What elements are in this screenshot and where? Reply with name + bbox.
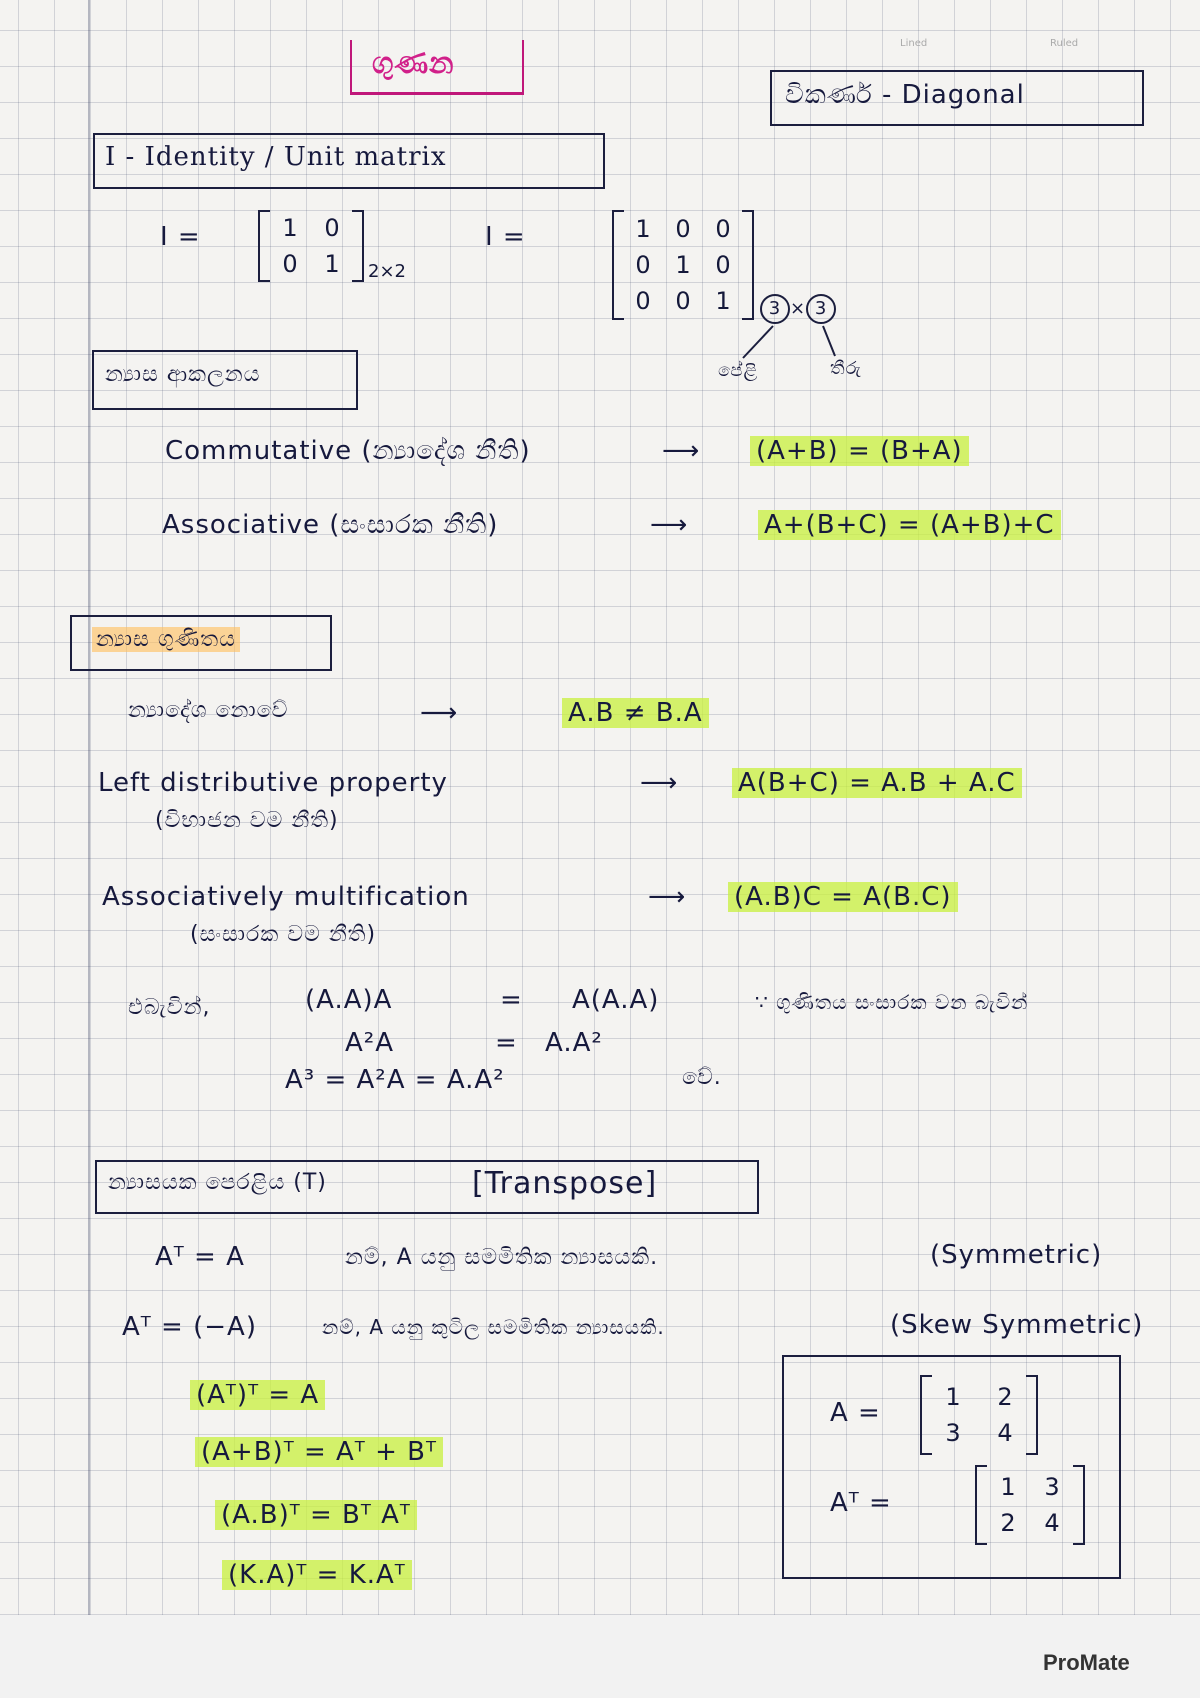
example-1-right: A(A.A) <box>572 985 660 1015</box>
rows-label: පේළි <box>718 360 759 381</box>
matrix-cell: 0 <box>282 250 298 278</box>
example-3: A³ = A²A = A.A² <box>285 1065 505 1095</box>
matrix-cell: 3 <box>945 1419 961 1447</box>
commutative-label: Commutative (න්‍යාදේශ නීති) <box>165 436 531 466</box>
skew-en: (Skew Symmetric) <box>890 1310 1144 1340</box>
matrix-cell: 1 <box>715 287 731 315</box>
matrix-bracket-right <box>742 210 754 320</box>
matrix-cell: 1 <box>324 250 340 278</box>
associative-mult-sub: (සංසාරක වම නීති) <box>190 922 377 947</box>
non-commutative-label: න්‍යාදේශ නොවේ <box>128 698 289 723</box>
matrix-cell: 1 <box>675 251 691 279</box>
example-at-matrix <box>975 1465 1085 1545</box>
example-a-matrix <box>920 1375 1038 1455</box>
arrow-icon: ⟶ <box>662 436 701 466</box>
rows-arrow <box>743 326 773 358</box>
matrix-cell: 3 <box>1044 1473 1060 1501</box>
matrix-bracket-right <box>1073 1465 1085 1545</box>
page-footer-band <box>0 1615 1200 1698</box>
matrix-cell: 2 <box>1000 1509 1016 1537</box>
watermark-right: Ruled <box>1050 38 1079 49</box>
matrix-cells <box>987 1469 1073 1541</box>
non-commutative-formula: A.B ≠ B.A <box>562 698 709 728</box>
identity-2x2-matrix <box>258 210 406 282</box>
arrow-icon: ⟶ <box>420 698 459 728</box>
transpose-property-2: (A+B)ᵀ = Aᵀ + Bᵀ <box>195 1437 443 1467</box>
margin-line <box>88 0 90 1640</box>
left-distributive-label: Left distributive property <box>98 768 448 798</box>
order-rows-circle: 3 <box>760 294 790 324</box>
identity-3x3-label: I = <box>485 222 526 252</box>
page-title: ගුණන <box>372 46 455 81</box>
matrix-cells <box>624 211 742 319</box>
arrow-icon: ⟶ <box>650 510 689 540</box>
associative-mult-label: Associatively multification <box>102 882 470 912</box>
matrix-cell: 0 <box>715 215 731 243</box>
matrix-cells <box>932 1379 1026 1451</box>
cols-label: තීරු <box>830 358 862 379</box>
transpose-property-1: (Aᵀ)ᵀ = A <box>190 1380 325 1410</box>
matrix-cell: 0 <box>324 214 340 242</box>
example-at-label: Aᵀ = <box>830 1488 892 1518</box>
example-a-label: A = <box>830 1398 881 1428</box>
matrix-bracket-right <box>352 210 364 282</box>
left-distributive-formula: A(B+C) = A.B + A.C <box>732 768 1022 798</box>
identity-3x3-matrix <box>612 210 754 320</box>
identity-2x2-label: I = <box>160 222 201 252</box>
matrix-bracket-left <box>258 210 270 282</box>
order-x: × <box>790 298 807 319</box>
example-1-equals: = <box>500 985 523 1015</box>
example-2-equals: = <box>495 1028 518 1058</box>
associative-formula: A+(B+C) = (A+B)+C <box>758 510 1061 540</box>
example-label: එබැවින්, <box>128 995 211 1020</box>
example-2-right: A.A² <box>545 1028 603 1058</box>
matrix-order: 2×2 <box>368 261 406 282</box>
matrix-cell: 1 <box>635 215 651 243</box>
matrix-cell: 1 <box>1000 1473 1016 1501</box>
matrix-cell: 1 <box>945 1383 961 1411</box>
transpose-property-3: (A.B)ᵀ = Bᵀ Aᵀ <box>215 1500 417 1530</box>
matrix-bracket-left <box>612 210 624 320</box>
matrix-cell: 0 <box>715 251 731 279</box>
addition-heading: න්‍යාස ආකලනය <box>105 362 261 387</box>
matrix-bracket-left <box>920 1375 932 1455</box>
symmetric-text: නම්, A යනු සමමිතික න්‍යාසයකි. <box>345 1245 659 1270</box>
skew-text: නම්, A යනු කුටිල සමමිතික න්‍යාසයකි. <box>322 1315 665 1339</box>
matrix-cell: 0 <box>635 287 651 315</box>
matrix-cell: 0 <box>675 287 691 315</box>
left-distributive-sub: (විභාජන වම නීති) <box>155 808 339 833</box>
matrix-bracket-right <box>1026 1375 1038 1455</box>
example-3-end: වේ. <box>682 1065 722 1090</box>
example-1-note: ∵ ගුණිතය සංසාරක වන බැවින් <box>755 990 1029 1014</box>
identity-heading: I - Identity / Unit matrix <box>105 142 447 172</box>
matrix-cell: 1 <box>282 214 298 242</box>
matrix-cells <box>270 210 352 282</box>
associative-mult-formula: (A.B)C = A(B.C) <box>728 882 958 912</box>
matrix-cell: 4 <box>1044 1509 1060 1537</box>
matrix-bracket-left <box>975 1465 987 1545</box>
diagonal-label: විකර්ණ - Diagonal <box>785 80 1025 110</box>
example-1-left: (A.A)A <box>305 985 393 1015</box>
arrow-icon: ⟶ <box>648 882 687 912</box>
arrow-icon: ⟶ <box>640 768 679 798</box>
matrix-cell: 4 <box>997 1419 1013 1447</box>
watermark-left: Lined <box>900 38 928 49</box>
symmetric-equation: Aᵀ = A <box>155 1242 245 1272</box>
transpose-heading-en: [Transpose] <box>472 1166 658 1201</box>
symmetric-en: (Symmetric) <box>930 1240 1103 1270</box>
skew-equation: Aᵀ = (−A) <box>122 1312 257 1342</box>
matrix-cell: 2 <box>997 1383 1013 1411</box>
commutative-formula: (A+B) = (B+A) <box>750 436 969 466</box>
transpose-heading-si: න්‍යාසයක පෙරළිය (T) <box>108 1170 327 1195</box>
matrix-cell: 0 <box>675 215 691 243</box>
transpose-property-4: (K.A)ᵀ = K.Aᵀ <box>222 1560 412 1590</box>
example-2-left: A²A <box>345 1028 394 1058</box>
brand-logo-text: ProMate <box>1043 1650 1130 1675</box>
cols-arrow <box>823 326 835 356</box>
order-cols-circle: 3 <box>806 294 836 324</box>
matrix-cell: 0 <box>635 251 651 279</box>
multiplication-heading: න්‍යාස ගුණිතය <box>92 627 240 652</box>
associative-label: Associative (සංසාරක නීති) <box>162 510 499 540</box>
